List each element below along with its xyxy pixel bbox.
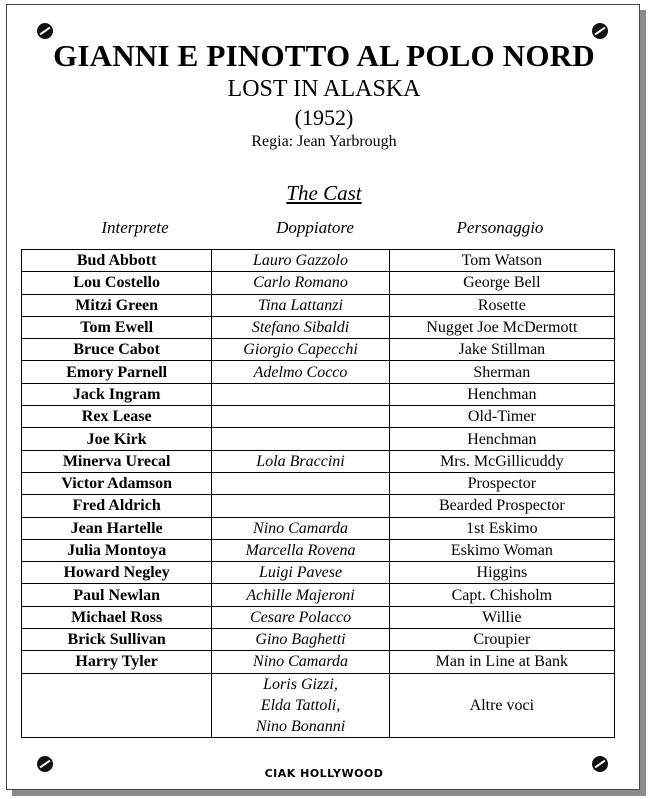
dubber-cell: Marcella Rovena (212, 539, 389, 561)
role-cell: Sherman (389, 361, 614, 383)
actor-cell: Jean Hartelle (22, 517, 212, 539)
role-cell: Henchman (389, 428, 614, 450)
table-row (22, 517, 615, 539)
page-title: GIANNI E PINOTTO AL POLO NORD (53, 38, 595, 73)
actor-cell: Mitzi Green (22, 294, 212, 316)
dubber-cell (212, 428, 389, 450)
table-row (22, 562, 615, 584)
dubber-cell: Lauro Gazzolo (212, 250, 389, 272)
column-header-actor: Interprete (101, 218, 169, 237)
dubber-cell (212, 495, 389, 517)
role-cell: Capt. Chisholm (389, 584, 614, 606)
role-cell: Prospector (389, 472, 614, 494)
table-row (22, 406, 615, 428)
actor-cell: Tom Ewell (22, 316, 212, 338)
actor-cell: Victor Adamson (22, 472, 212, 494)
actor-cell: Joe Kirk (22, 428, 212, 450)
actor-cell: Lou Costello (22, 272, 212, 294)
table-row (22, 495, 615, 517)
table-row (22, 294, 615, 316)
dubber-cell: Adelmo Cocco (212, 361, 389, 383)
role-cell: Altre voci (389, 673, 614, 737)
role-cell: Old-Timer (389, 406, 614, 428)
actor-cell: Fred Aldrich (22, 495, 212, 517)
role-cell: Croupier (389, 629, 614, 651)
role-cell: George Bell (389, 272, 614, 294)
table-row (22, 250, 615, 272)
director-credit: Regia: Jean Yarbrough (251, 133, 397, 150)
role-cell: Jake Stillman (389, 339, 614, 361)
table-row (22, 383, 615, 405)
dubber-cell: Cesare Polacco (212, 606, 389, 628)
table-row (22, 673, 615, 737)
role-cell: Man in Line at Bank (389, 651, 614, 673)
actor-cell: Brick Sullivan (22, 629, 212, 651)
column-header-role: Personaggio (456, 218, 544, 237)
role-cell: Rosette (389, 294, 614, 316)
dubber-cell (212, 472, 389, 494)
column-header-dubber: Doppiatore (276, 218, 354, 237)
dubber-cell: Luigi Pavese (212, 562, 389, 584)
dubber-cell: Carlo Romano (212, 272, 389, 294)
dubber-cell: Nino Camarda (212, 517, 389, 539)
actor-cell (22, 673, 212, 737)
table-row (22, 339, 615, 361)
table-row (22, 361, 615, 383)
dubber-cell: Giorgio Capecchi (212, 339, 389, 361)
dubber-cell (212, 673, 389, 737)
dubber-name: Loris Gizzi, (263, 675, 338, 693)
role-cell: Bearded Prospector (389, 495, 614, 517)
actor-cell: Howard Negley (22, 562, 212, 584)
dubber-cell: Lola Braccini (212, 450, 389, 472)
table-row (22, 629, 615, 651)
actor-cell: Michael Ross (22, 606, 212, 628)
role-cell: Eskimo Woman (389, 539, 614, 561)
table-row (22, 272, 615, 294)
table-row (22, 651, 615, 673)
actor-cell: Jack Ingram (22, 383, 212, 405)
actor-cell: Harry Tyler (22, 651, 212, 673)
actor-cell: Rex Lease (22, 406, 212, 428)
dubber-cell: Achille Majeroni (212, 584, 389, 606)
cast-table (21, 249, 615, 738)
screw-icon (37, 23, 53, 39)
role-cell: Nugget Joe McDermott (389, 316, 614, 338)
table-row (22, 428, 615, 450)
dubber-cell: Gino Baghetti (212, 629, 389, 651)
dubber-cell: Stefano Sibaldi (212, 316, 389, 338)
dubber-cell: Tina Lattanzi (212, 294, 389, 316)
table-row (22, 472, 615, 494)
actor-cell: Minerva Urecal (22, 450, 212, 472)
role-cell: Henchman (389, 383, 614, 405)
actor-cell: Paul Newlan (22, 584, 212, 606)
brand-logo: CIAK HOLLYWOOD (264, 767, 384, 780)
dubber-name: Elda Tattoli, (260, 696, 341, 714)
role-cell: Higgins (389, 562, 614, 584)
actor-cell: Emory Parnell (22, 361, 212, 383)
section-heading: The Cast (286, 181, 362, 205)
original-title: LOST IN ALASKA (227, 76, 421, 102)
dubber-cell: Nino Camarda (212, 651, 389, 673)
screw-icon (592, 23, 608, 39)
table-row (22, 539, 615, 561)
table-row (22, 584, 615, 606)
table-row (22, 606, 615, 628)
table-row (22, 450, 615, 472)
role-cell: Mrs. McGillicuddy (389, 450, 614, 472)
dubber-name: Nino Bonanni (255, 717, 346, 735)
actor-cell: Bud Abbott (22, 250, 212, 272)
role-cell: Tom Watson (389, 250, 614, 272)
role-cell: 1st Eskimo (389, 517, 614, 539)
table-row (22, 316, 615, 338)
dubber-cell (212, 383, 389, 405)
release-year: (1952) (294, 105, 354, 130)
role-cell: Willie (389, 606, 614, 628)
actor-cell: Julia Montoya (22, 539, 212, 561)
actor-cell: Bruce Cabot (22, 339, 212, 361)
dubber-cell (212, 406, 389, 428)
